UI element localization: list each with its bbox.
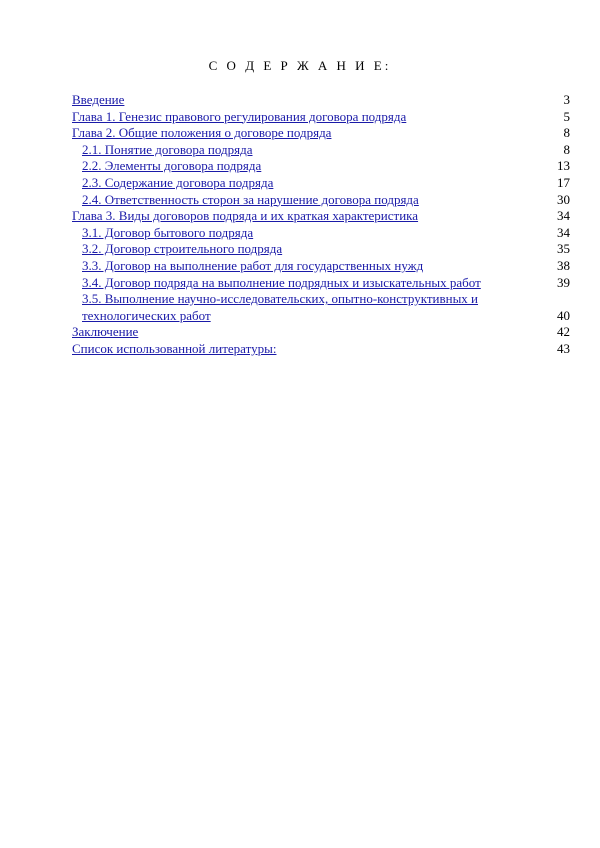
toc-entry-chapter-2[interactable]	[72, 125, 572, 142]
table-of-contents	[72, 92, 572, 358]
toc-entry-section-3-1[interactable]	[72, 225, 572, 242]
toc-entry-label[interactable]: 3.4. Договор подряда на выполнение подрядных и изыскательных работ	[82, 274, 481, 290]
toc-entry-intro[interactable]	[72, 92, 572, 109]
toc-entry-bibliography[interactable]	[72, 341, 572, 358]
toc-entry-page: 5	[563, 108, 570, 124]
toc-entry-page: 40	[557, 307, 570, 323]
toc-entry-page: 35	[557, 241, 570, 257]
toc-entry-label[interactable]: Введение	[72, 92, 125, 107]
toc-entry-label[interactable]: Глава 3. Виды договоров подряда и их краткая характеристика	[72, 208, 419, 224]
toc-entry-label[interactable]: 2.4. Ответственность сторон за нарушение договора подряда	[82, 191, 419, 207]
toc-entry-page: 38	[557, 257, 570, 273]
toc-entry-label[interactable]: 3.3. Договор на выполнение работ для государственных нужд	[82, 257, 424, 273]
toc-entry-chapter-1[interactable]	[72, 109, 572, 126]
toc-entry-section-3-3[interactable]	[72, 258, 572, 275]
toc-entry-page: 34	[557, 224, 570, 240]
toc-entry-label[interactable]: 3.2. Договор строительного подряда	[82, 241, 283, 257]
toc-entry-section-2-2[interactable]	[72, 158, 572, 175]
toc-entry-label[interactable]: Список использованной литературы:	[72, 340, 277, 356]
toc-entry-page: 13	[557, 158, 570, 174]
toc-entry-section-2-3[interactable]	[72, 175, 572, 192]
toc-entry-page: 30	[557, 191, 570, 207]
toc-entry-label[interactable]: 2.3. Содержание договора подряда	[82, 174, 274, 190]
toc-entry-page: 34	[557, 208, 570, 224]
toc-entry-page: 8	[563, 141, 570, 157]
toc-entry-section-3-5[interactable]	[72, 291, 572, 324]
toc-entry-section-2-4[interactable]	[72, 192, 572, 209]
toc-entry-section-3-2[interactable]	[72, 241, 572, 258]
toc-entry-page: 3	[563, 92, 570, 107]
toc-entry-label[interactable]: 2.1. Понятие договора подряда	[82, 141, 253, 157]
toc-entry-label[interactable]: Глава 1. Генезис правового регулирования договора подряда	[72, 108, 407, 124]
toc-title: С О Д Е Р Ж А Н И Е:	[208, 58, 392, 73]
toc-entry-page: 8	[563, 125, 570, 141]
toc-entry-label[interactable]: 2.2. Элементы договора подряда	[82, 158, 262, 174]
toc-entry-label[interactable]: 3.1. Договор бытового подряда	[82, 224, 254, 240]
toc-entry-chapter-3[interactable]	[72, 208, 572, 225]
toc-entry-label[interactable]: Заключение	[72, 324, 139, 340]
toc-entry-conclusion[interactable]	[72, 324, 572, 341]
toc-entry-section-3-4[interactable]	[72, 275, 572, 292]
toc-entry-page: 42	[557, 324, 570, 340]
toc-entry-label[interactable]: 3.5. Выполнение научно-исследовательских, опытно-конструктивных и технологических работ	[82, 291, 479, 323]
toc-entry-label[interactable]: Глава 2. Общие положения о договоре подряда	[72, 125, 332, 141]
toc-entry-page: 17	[557, 174, 570, 190]
toc-entry-page: 43	[557, 340, 570, 356]
toc-entry-section-2-1[interactable]	[72, 142, 572, 159]
toc-entry-page: 39	[557, 274, 570, 290]
